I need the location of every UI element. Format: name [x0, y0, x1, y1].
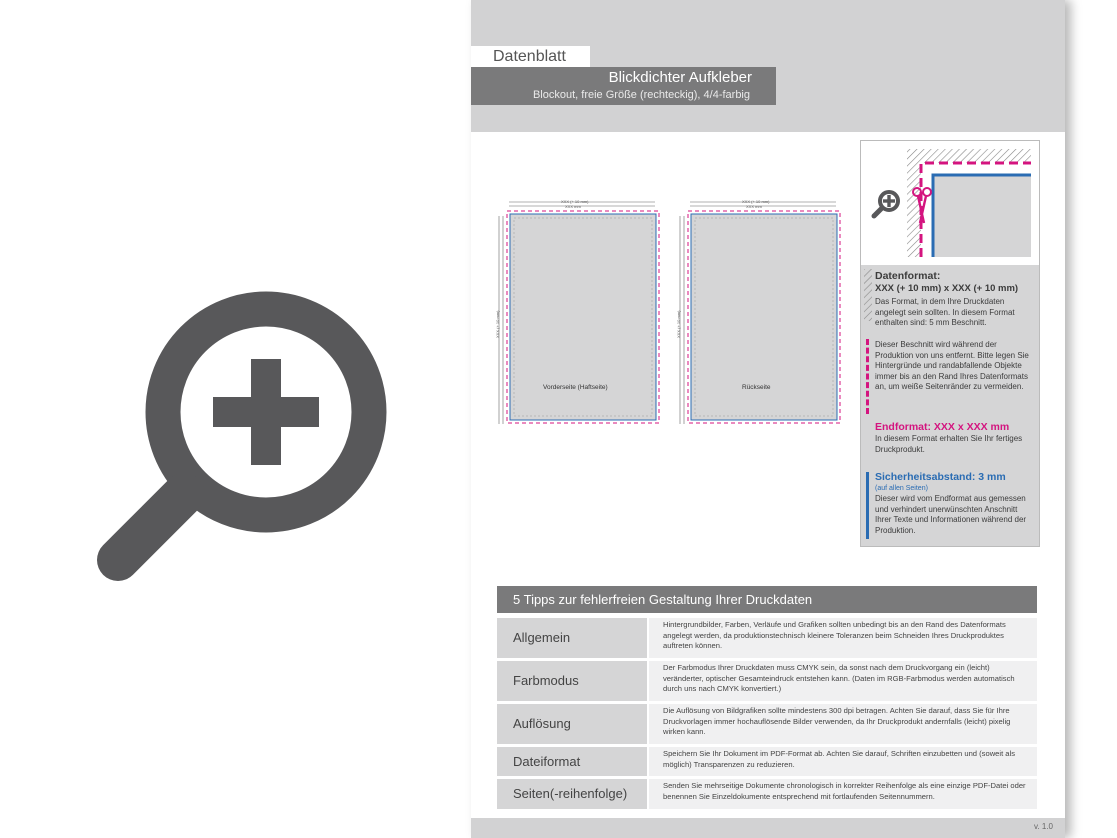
tip-text-allgemein: Hintergrundbilder, Farben, Verläufe und Grafiken sollten unbedingt bis an den Rand des Datenformats angelegt werden, da produktionstechnisch kleinere Toleranzen beim Schneiden Ihres Druckproduktes auftreten können. [649, 618, 1037, 658]
format-info-box [860, 140, 1040, 547]
datenformat-text: Das Format, in dem Ihre Druckdaten angelegt sein sollten. In diesem Format enthalten sind: 5 mm Beschnitt. [875, 297, 1015, 328]
sicherheit-sub: (auf allen Seiten) [875, 485, 928, 492]
zoom-in-icon[interactable] [96, 282, 396, 582]
sheet-label: Datenblatt [471, 46, 590, 68]
endformat-text: In diesem Format erhalten Sie Ihr fertiges Druckprodukt. [875, 434, 1023, 454]
hatch-legend-marker [864, 269, 872, 321]
version-label: v. 1.0 [1034, 822, 1053, 831]
tip-text-aufloesung: Die Auflösung von Bildgrafiken sollte mindestens 300 dpi betragen. Achten Sie darauf, dass Sie für Ihre Druckvorlagen immer hochauflösende Bilder verwenden, da Ihr Druckprodukt andernfalls (leicht) pixelig wirken kann. [649, 704, 1037, 744]
tip-text-dateiformat: Speichern Sie Ihr Dokument im PDF-Format ab. Achten Sie darauf, Schriften einzubetten und (soweit als möglich) Transparenzen zu reduzieren. [649, 747, 1037, 776]
endformat-title: Endformat: XXX x XXX mm [875, 421, 1010, 433]
back-panel-guides [674, 198, 844, 428]
tip-label-aufloesung: Auflösung [497, 704, 647, 744]
title-bar [471, 67, 776, 105]
tip-text-seiten: Senden Sie mehrseitige Dokumente chronologisch in korrekter Reihenfolge als eine einzige PDF-Datei oder benennen Sie Einzeldokumente entsprechend mit fortlaufenden Seitennummern. [649, 779, 1037, 809]
datasheet-page [471, 0, 1065, 838]
sicherheit-marker [866, 472, 869, 539]
zoom-detail-icon [870, 188, 902, 220]
datenformat-title: Datenformat: [875, 270, 941, 282]
product-title: Blickdichter Aufkleber [608, 69, 752, 86]
tip-label-seiten: Seiten(-reihenfolge) [497, 779, 647, 809]
tip-label-dateiformat: Dateiformat [497, 747, 647, 776]
front-panel-label: Vorderseite (Haftseite) [543, 384, 608, 391]
datenformat-size: XXX (+ 10 mm) x XXX (+ 10 mm) [875, 283, 1019, 294]
front-dim-inner: XXX mm [565, 204, 581, 209]
sheet-footer [471, 818, 1065, 838]
sicherheit-text: Dieser wird vom Endformat aus gemessen und verhindert unerwünschten Anschnitt Ihrer Texte und Informationen während der Produktion. [875, 494, 1027, 535]
tip-text-farbmodus: Der Farbmodus Ihrer Druckdaten muss CMYK sein, da sonst nach dem Druckvorgang ein (leicht) veränderter, optischer Gesamteindruck entstehen kann. (Daten im RGB-Farbmodus werden automatisch durch uns nach CMYK konvertiert.) [649, 661, 1037, 701]
front-dim-outer: XXX (+ 10 mm) [561, 199, 589, 204]
back-dim-side: XXX (+ 10 mm) [676, 310, 681, 338]
back-panel-label: Rückseite [742, 384, 771, 391]
corner-detail [861, 141, 1039, 265]
front-panel-guides [493, 198, 663, 428]
beschnitt-marker [866, 339, 872, 414]
product-subtitle: Blockout, freie Größe (rechteckig), 4/4-farbig [532, 89, 750, 101]
back-panel-diagram [674, 198, 844, 428]
tips-heading: 5 Tipps zur fehlerfreien Gestaltung Ihrer Druckdaten [497, 586, 1037, 613]
beschnitt-text: Dieser Beschnitt wird während der Produktion von uns entfernt. Bitte legen Sie Hintergründe und randabfallende Objekte immer bis an den Rand Ihres Datenformats an, um weiße Seitenränder zu vermeiden. [875, 340, 1029, 392]
front-dim-side: XXX (+ 10 mm) [495, 310, 500, 338]
back-dim-outer: XXX (+ 10 mm) [742, 199, 770, 204]
tip-label-allgemein: Allgemein [497, 618, 647, 658]
front-panel-diagram [493, 198, 663, 428]
back-dim-inner: XXX mm [746, 204, 762, 209]
scissors-icon [911, 185, 933, 225]
sicherheit-title: Sicherheitsabstand: 3 mm [875, 471, 1006, 483]
tip-label-farbmodus: Farbmodus [497, 661, 647, 701]
